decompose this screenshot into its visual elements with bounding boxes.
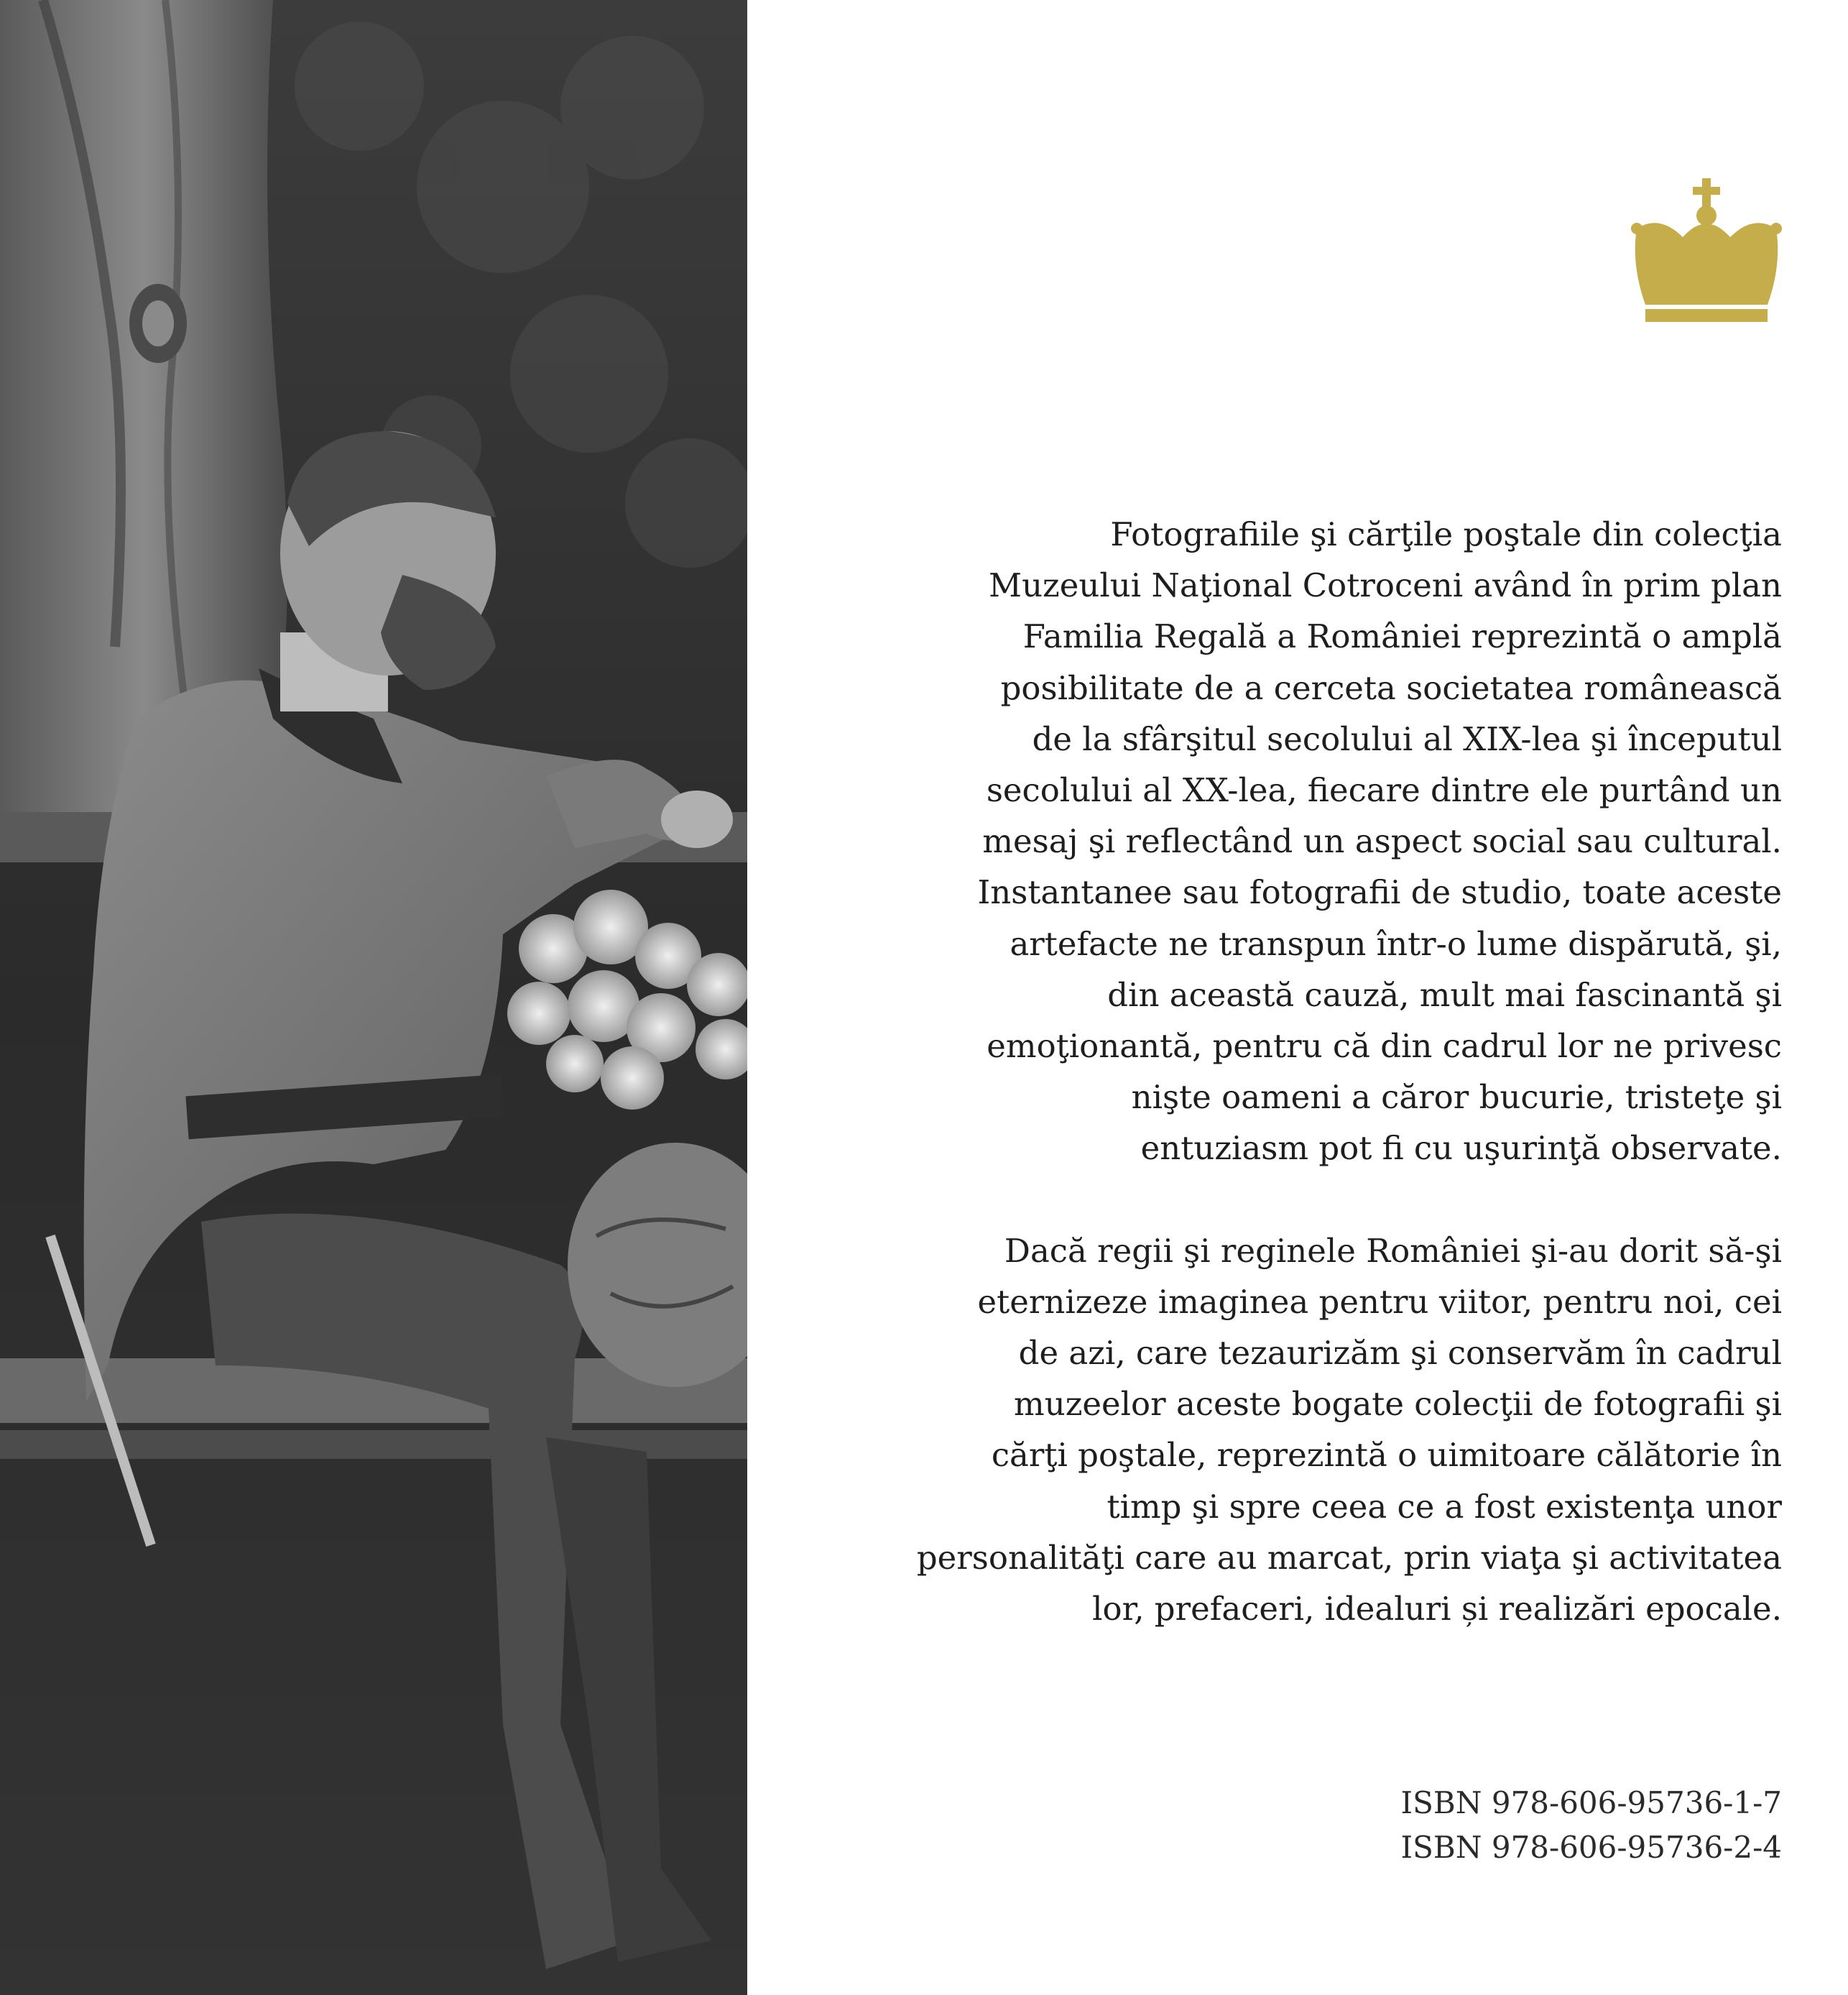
isbn-block [1401,1781,1782,1870]
text-line: de la sfârşitul secolului al XIX-lea şi începutul [1032,719,1782,758]
text-line: de azi, care tezaurizăm şi conservăm în cadrul [1018,1334,1782,1373]
paragraph-2 [877,1225,1782,1635]
text-line: cărţi poştale, reprezintă o uimitoare călătorie în [991,1436,1782,1475]
text-line: artefacte ne transpun într-o lume dispărută, şi, [1010,924,1782,963]
text-line: eternizeze imaginea pentru viitor, pentru noi, cei [977,1282,1782,1321]
text-line: posibilitate de a cerceta societatea românească [1000,668,1782,707]
royal-crown-icon [1631,178,1782,322]
text-line: Familia Regală a României reprezintă o amplă [1022,617,1782,656]
paragraph-1 [877,509,1782,1174]
isbn-line: ISBN 978-606-95736-1-7 [1400,1785,1782,1820]
crown-svg [1631,178,1782,322]
text-line: Fotografiile şi cărţile poştale din colecţia [1110,515,1782,553]
text-line: din această cauză, mult mai fascinantă şi [1107,975,1782,1014]
text-line: Muzeului Naţional Cotroceni având în prim plan [989,566,1782,605]
text-line: personalităţi care au marcat, prin viaţa şi activitatea [916,1538,1782,1577]
text-line: entuziasm pot fi cu uşurinţă observate. [1140,1129,1782,1168]
text-line: nişte oameni a căror bucurie, tristeţe şi [1131,1078,1782,1117]
isbn-line: ISBN 978-606-95736-2-4 [1400,1830,1782,1865]
text-line: timp şi spre ceea ce a fost existenţa unor [1107,1487,1782,1526]
king-portrait-photo [0,0,747,1995]
text-line: lor, prefaceri, idealuri și realizări epocale. [1092,1590,1782,1628]
text-line: emoţionantă, pentru că din cadrul lor ne privesc [987,1027,1782,1066]
text-line: secolului al XX-lea, fiecare dintre ele purtând un [986,771,1782,810]
preface-text [877,509,1782,1634]
text-line: mesaj şi reflectând un aspect social sau cultural. [982,822,1782,861]
text-line: Instantanee sau fotografii de studio, toate aceste [977,873,1782,912]
portrait-illustration [0,0,747,1995]
text-line: Dacă regii şi reginele României şi-au dorit să-şi [1004,1231,1782,1270]
text-line: muzeelor aceste bogate colecţii de fotografii şi [1014,1385,1782,1424]
